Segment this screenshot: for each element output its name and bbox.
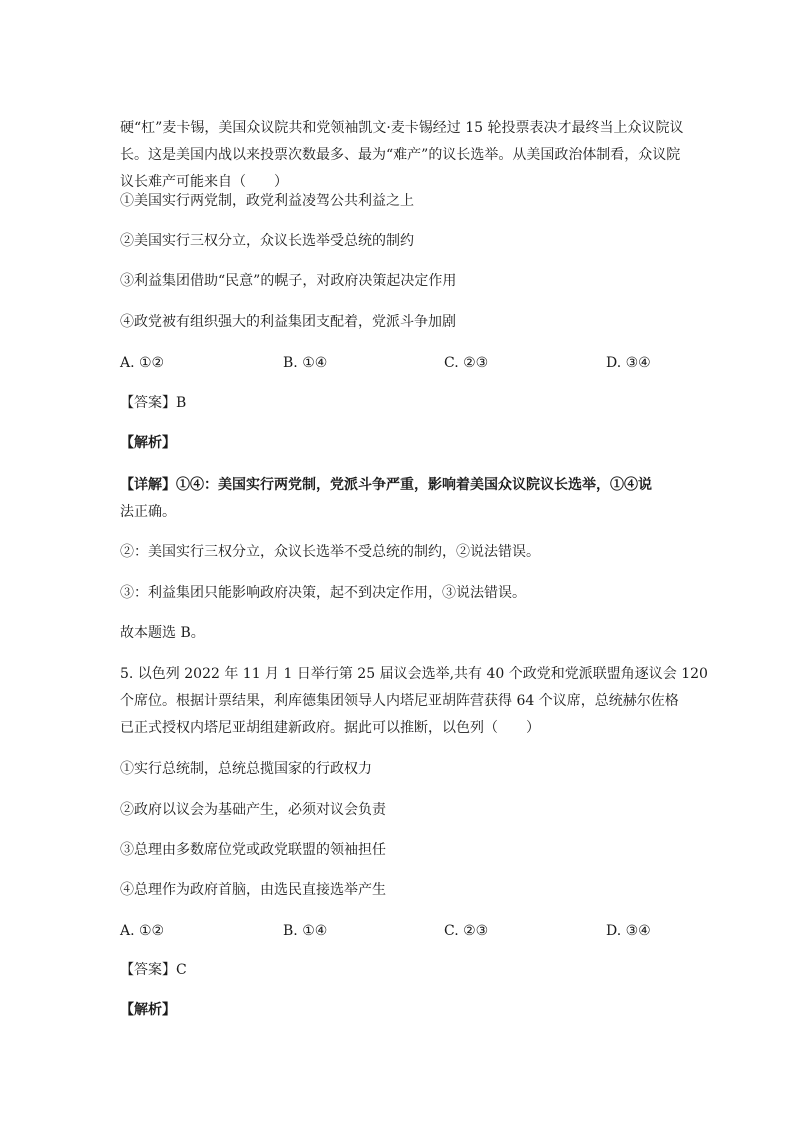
q4-statement-2: ②美国实行三权分立，众议长选举受总统的制约 bbox=[120, 233, 414, 249]
q5-statement-3: ③总理由多数席位党或政党联盟的领袖担任 bbox=[120, 842, 386, 858]
q4-stem-line-3: 议长难产可能来自（ ） bbox=[120, 174, 288, 190]
q5-statement-4: ④总理作为政府首脑，由选民直接选举产生 bbox=[120, 882, 386, 898]
q4-option-d: D. ③④ bbox=[606, 355, 651, 371]
q4-statement-1: ①美国实行两党制，政党利益凌驾公共利益之上 bbox=[120, 193, 414, 209]
q5-stem-line-3: 已正式授权内塔尼亚胡组建新政府。据此可以推断，以色列（ ） bbox=[120, 720, 540, 736]
q5-stem-line-2: 个席位。根据计票结果，利库德集团领导人内塔尼亚胡阵营获得 64 个议席，总统赫尔佐格 bbox=[120, 693, 679, 709]
q4-answer: 【答案】B bbox=[120, 395, 187, 411]
q4-explanation-2: ②：美国实行三权分立，众议长选举不受总统的制约，②说法错误。 bbox=[120, 544, 540, 560]
q5-statement-2: ②政府以议会为基础产生，必须对议会负责 bbox=[120, 802, 386, 818]
q5-option-b: B. ①④ bbox=[283, 923, 328, 939]
q4-option-a: A. ①② bbox=[120, 355, 165, 371]
q5-statement-1: ①实行总统制，总统总揽国家的行政权力 bbox=[120, 761, 372, 777]
q5-option-c: C. ②③ bbox=[444, 923, 489, 939]
q5-option-d: D. ③④ bbox=[606, 923, 651, 939]
q4-statement-4: ④政党被有组织强大的利益集团支配着，党派斗争加剧 bbox=[120, 314, 456, 330]
q4-stem-line-2: 长。这是美国内战以来投票次数最多、最为“难产”的议长选举。从美国政治体制看，众议院 bbox=[120, 147, 681, 163]
q5-stem-line-1: 5. 以色列 2022 年 11 月 1 日举行第 25 届议会选举,共有 40 个政党和党派联盟角逐议会 120 bbox=[120, 666, 708, 682]
q5-option-a: A. ①② bbox=[120, 923, 165, 939]
q5-answer: 【答案】C bbox=[120, 962, 187, 978]
q4-detail-line-2: 法正确。 bbox=[120, 504, 176, 520]
q4-explanation-3: ③：利益集团只能影响政府决策，起不到决定作用，③说法错误。 bbox=[120, 585, 526, 601]
q4-conclusion: 故本题选 B。 bbox=[120, 625, 205, 641]
q4-option-b: B. ①④ bbox=[283, 355, 328, 371]
q4-option-c: C. ②③ bbox=[444, 355, 489, 371]
q4-statement-3: ③利益集团借助“民意”的幌子，对政府决策起决定作用 bbox=[120, 273, 457, 289]
q4-analysis-heading: 【解析】 bbox=[120, 435, 176, 451]
q4-stem-line-1: 硬“杠”麦卡锡，美国众议院共和党领袖凯文·麦卡锡经过 15 轮投票表决才最终当上众议院议 bbox=[120, 120, 684, 136]
q5-analysis-heading: 【解析】 bbox=[120, 1002, 176, 1018]
q4-detail-line-1: 【详解】①④：美国实行两党制，党派斗争严重，影响着美国众议院议长选举，①④说 bbox=[120, 477, 652, 493]
